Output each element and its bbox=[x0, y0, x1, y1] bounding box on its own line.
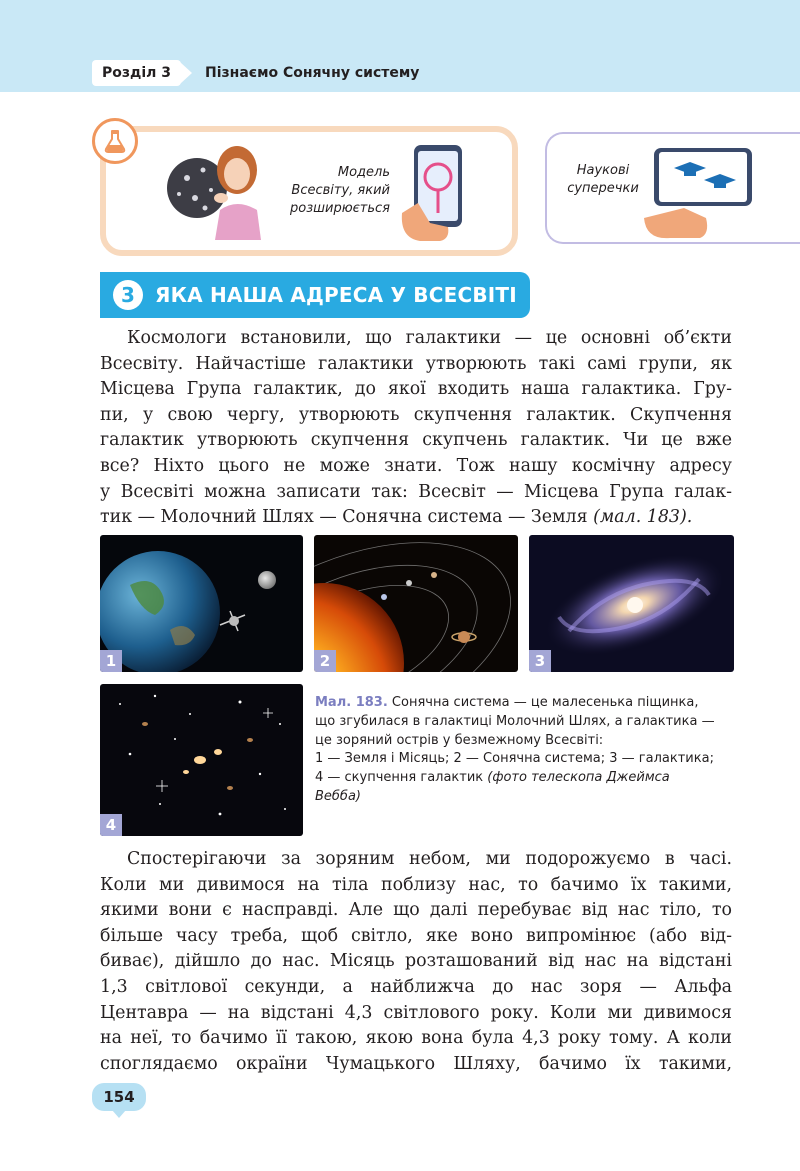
flask-icon bbox=[102, 128, 128, 154]
section-number: 3 bbox=[113, 280, 143, 310]
paragraph-line: Центавра — на відстані 4,3 світлового року. Коли ми дивимося bbox=[100, 1002, 732, 1023]
paragraph-line: Космологи встановили, що галактики — це основні об’єкти bbox=[127, 328, 732, 348]
flask-badge bbox=[92, 118, 138, 164]
caption-text: Сонячна система — це малесенька піщинка, bbox=[391, 695, 699, 710]
photo-galaxy bbox=[529, 535, 734, 672]
photo-solar-system bbox=[314, 535, 518, 672]
caption-photo-credit: Вебба) bbox=[315, 788, 361, 804]
figure-caption bbox=[315, 694, 735, 807]
paragraph-line: Всесвіту. Найчастіше галактики утворюють такі самі групи, як bbox=[100, 353, 732, 374]
solar-system-icon bbox=[314, 535, 518, 672]
science-card-text bbox=[558, 162, 648, 198]
photo-number-4: 4 bbox=[100, 814, 122, 836]
page-number-tail bbox=[112, 1110, 126, 1118]
paragraph-line: Спостерігаючи за зоряним небом, ми подорожуємо в часі. bbox=[127, 849, 732, 869]
caption-label: Мал. 183. bbox=[315, 695, 388, 710]
science-line-1: Наукові bbox=[576, 163, 630, 178]
paragraph-line: споглядаємо окраїни Чумацького Шляху, бачимо їх такими, bbox=[100, 1053, 732, 1074]
paragraph-line: все? Ніхто цього не може знати. Тож нашу космічну адресу bbox=[100, 455, 732, 476]
paragraph-line: у Всесвіті можна записати так: Всесвіт — Місцева Група галак- bbox=[100, 481, 732, 502]
lab-line-1: Модель bbox=[337, 165, 390, 180]
paragraph-2 bbox=[100, 847, 732, 1077]
caption-line: це зоряний острів у безмежному Всесвіті: bbox=[315, 732, 604, 748]
page-number: 154 bbox=[92, 1083, 146, 1111]
photo-earth-moon bbox=[100, 535, 303, 672]
caption-line bbox=[315, 769, 735, 788]
paragraph-line: пи, у свою чергу, утворюють скупчення галактик. Скупчення bbox=[100, 404, 732, 425]
chapter-title: Пізнаємо Сонячну систему bbox=[205, 65, 420, 81]
photo-number-1: 1 bbox=[100, 650, 122, 672]
paragraph-line: Місцева Група галактик, до якої входить наша галактика. Гру- bbox=[100, 379, 732, 400]
phone-graduation-caps-icon bbox=[640, 146, 755, 241]
caption-photo-credit: (фото телескопа Джеймса bbox=[487, 770, 670, 786]
phone-magnifier-icon bbox=[400, 143, 470, 243]
caption-line bbox=[315, 788, 735, 807]
photo-number-3: 3 bbox=[529, 650, 551, 672]
section-title: ЯКА НАША АДРЕСА У ВСЕСВІТІ bbox=[155, 283, 517, 307]
caption-text: 4 — скупчення галактик bbox=[315, 770, 484, 786]
girl-with-globe-icon bbox=[165, 140, 265, 240]
lab-line-2: Всесвіту, який bbox=[291, 183, 390, 198]
lab-card-text bbox=[270, 164, 390, 218]
paragraph-line: на неї, то бачимо її такою, якою вона була 4,3 року тому. А коли bbox=[100, 1028, 732, 1049]
paragraph-line: биває), дійшло до нас. Місяць розташований від нас на відстані bbox=[100, 951, 732, 972]
photo-galaxy-cluster bbox=[100, 684, 303, 836]
chapter-arrow-icon bbox=[180, 62, 192, 84]
photo-number-2: 2 bbox=[314, 650, 336, 672]
caption-line bbox=[315, 694, 735, 713]
paragraph-line: 1,3 світлової секунди, а найближча до нас зоря — Альфа bbox=[100, 976, 732, 997]
caption-line: що згубилася в галактиці Молочний Шлях, а галактика — bbox=[315, 713, 715, 729]
paragraph-line: Коли ми дивимося на тіла поблизу нас, то бачимо їх такими, bbox=[100, 874, 732, 895]
lab-line-3: розширюється bbox=[290, 201, 390, 216]
paragraph-1 bbox=[100, 326, 732, 531]
science-line-2: суперечки bbox=[567, 181, 639, 196]
galaxy-icon bbox=[529, 535, 734, 672]
paragraph-line: тик — Молочний Шлях — Сонячна система — Земля bbox=[100, 507, 588, 528]
paragraph-line: якими вони є насправді. Але що далі перебуває від нас тіло, то bbox=[100, 900, 732, 921]
paragraph-last-line bbox=[100, 505, 732, 531]
caption-line: 1 — Земля і Місяць; 2 — Сонячна система; 3 — галактика; bbox=[315, 751, 714, 767]
figure-reference: (мал. 183). bbox=[593, 507, 693, 528]
galaxy-cluster-icon bbox=[100, 684, 303, 836]
earth-moon-icon bbox=[100, 535, 303, 672]
chapter-label: Розділ 3 bbox=[92, 60, 181, 86]
paragraph-line: галактик утворюють скупчення скупчень галактик. Чи це вже bbox=[100, 430, 732, 451]
paragraph-line: більше часу треба, щоб світло, яке воно випромінює (або від- bbox=[100, 925, 732, 946]
